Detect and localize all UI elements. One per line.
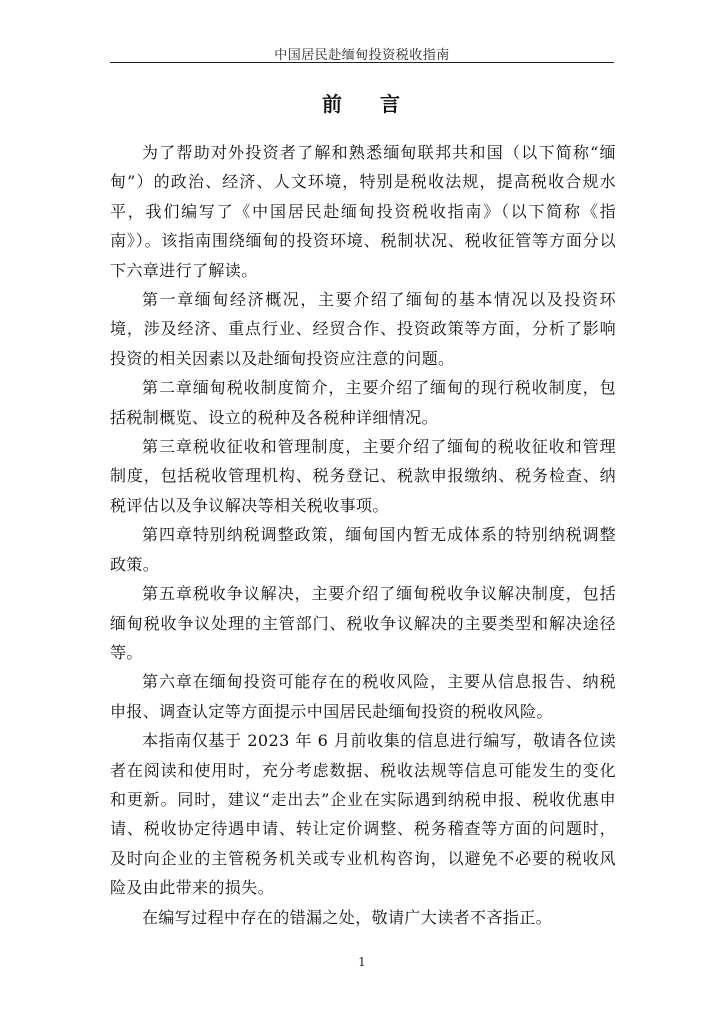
paragraph-chapter-1: 第一章缅甸经济概况，主要介绍了缅甸的基本情况以及投资环境，涉及经济、重点行业、经贸合作、投资政策等方面，分析了影响投资的相关因素以及赴缅甸投资应注意的问题。: [110, 290, 616, 368]
title-char-1: 前: [322, 92, 344, 116]
title-char-2: 言: [380, 92, 402, 116]
paragraph-chapter-4: 第四章特别纳税调整政策，缅甸国内暂无成体系的特别纳税调整政策。: [110, 525, 616, 574]
page-title: [110, 88, 614, 117]
paragraph-disclaimer: 本指南仅基于 2023 年 6 月前收集的信息进行编写，敬请各位读者在阅读和使用时，充分考虑数据、税收法规等信息可能发生的变化和更新。同时，建议“走出去”企业在实际遇到纳税申报、税收优惠申请、税收协定待遇申请、转让定价调整、税务稽查等方面的问题时，及时向企业的主管税务机关或专业机构咨询，以避免不必要的税收风险及由此带来的损失。: [110, 731, 616, 898]
paragraph-chapter-5: 第五章税收争议解决，主要介绍了缅甸税收争议解决制度，包括缅甸税收争议处理的主管部门、税收争议解决的主要类型和解决途径等。: [110, 584, 616, 662]
paragraph-chapter-3: 第三章税收征收和管理制度，主要介绍了缅甸的税收征收和管理制度，包括税收管理机构、税务登记、税款申报缴纳、税务检查、纳税评估以及争议解决等相关税收事项。: [110, 437, 616, 515]
page-number: 1: [358, 955, 366, 969]
running-header: 中国居民赴缅甸投资税收指南: [274, 48, 450, 63]
preface-body: [110, 138, 616, 932]
paragraph-chapter-6: 第六章在缅甸投资可能存在的税收风险，主要从信息报告、纳税申报、调查认定等方面提示中国居民赴缅甸投资的税收风险。: [110, 672, 616, 721]
paragraph-closing: 在编写过程中存在的错漏之处，敬请广大读者不吝指正。: [142, 907, 553, 927]
paragraph-chapter-2: 第二章缅甸税收制度简介，主要介绍了缅甸的现行税收制度，包括税制概览、设立的税种及各税种详细情况。: [110, 378, 616, 427]
header-rule: [110, 62, 614, 63]
paragraph-intro: 为了帮助对外投资者了解和熟悉缅甸联邦共和国（以下简称“缅甸”）的政治、经济、人文环境，特别是税收法规，提高税收合规水平，我们编写了《中国居民赴缅甸投资税收指南》（以下简称《指南》）。该指南围绕缅甸的投资环境、税制状况、税收征管等方面分以下六章进行了解读。: [110, 143, 616, 280]
